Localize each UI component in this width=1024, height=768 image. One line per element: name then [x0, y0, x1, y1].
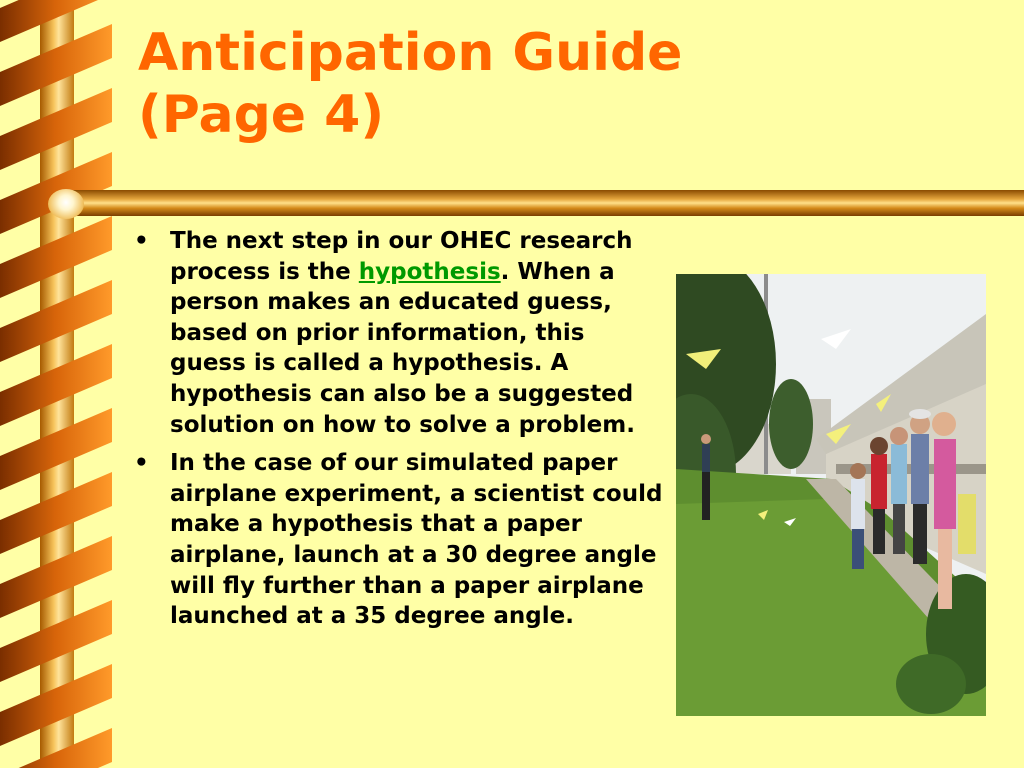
ribbon-band [0, 344, 112, 426]
bullet-icon: • [134, 450, 149, 477]
ribbon-band [0, 408, 112, 490]
decorative-rail [60, 190, 1024, 216]
bullet-list [128, 226, 668, 640]
title-line-2: (Page 4) [138, 85, 385, 145]
ribbon-band [0, 216, 112, 298]
ribbon-band [0, 664, 112, 746]
bullet-item-1 [128, 226, 668, 440]
hypothesis-link[interactable]: hypothesis [358, 258, 501, 285]
bullet-icon: • [134, 228, 149, 254]
ribbon-band [0, 472, 112, 554]
bullet-1-text-before: The next step in our OHEC research process is the [170, 228, 633, 285]
slide-title [138, 22, 998, 146]
bullet-1-text-after: . When a person makes an educated guess, based on prior information, this guess is called a hypothesis. A hypothesis can also be a suggested solution on how to solve a problem. [170, 258, 635, 438]
airplane-experiment-photo [676, 274, 986, 716]
ribbon-band [0, 600, 112, 682]
bullet-item-2 [128, 448, 668, 632]
decorative-ribbon [0, 0, 112, 768]
ribbon-band [0, 88, 112, 170]
rail-knob [48, 189, 84, 219]
ribbon-band [0, 280, 112, 362]
title-line-1: Anticipation Guide [138, 23, 683, 83]
ribbon-band [0, 536, 112, 618]
ribbon-band [0, 24, 112, 106]
bullet-2-text: In the case of our simulated paper airplane experiment, a scientist could make a hypothesis that a paper airplane, launch at a 30 degree angle will fly further than a paper airplane launched at a 35 degree angle. [170, 450, 663, 630]
children-launching-paper-airplanes-photo-icon [676, 274, 986, 716]
